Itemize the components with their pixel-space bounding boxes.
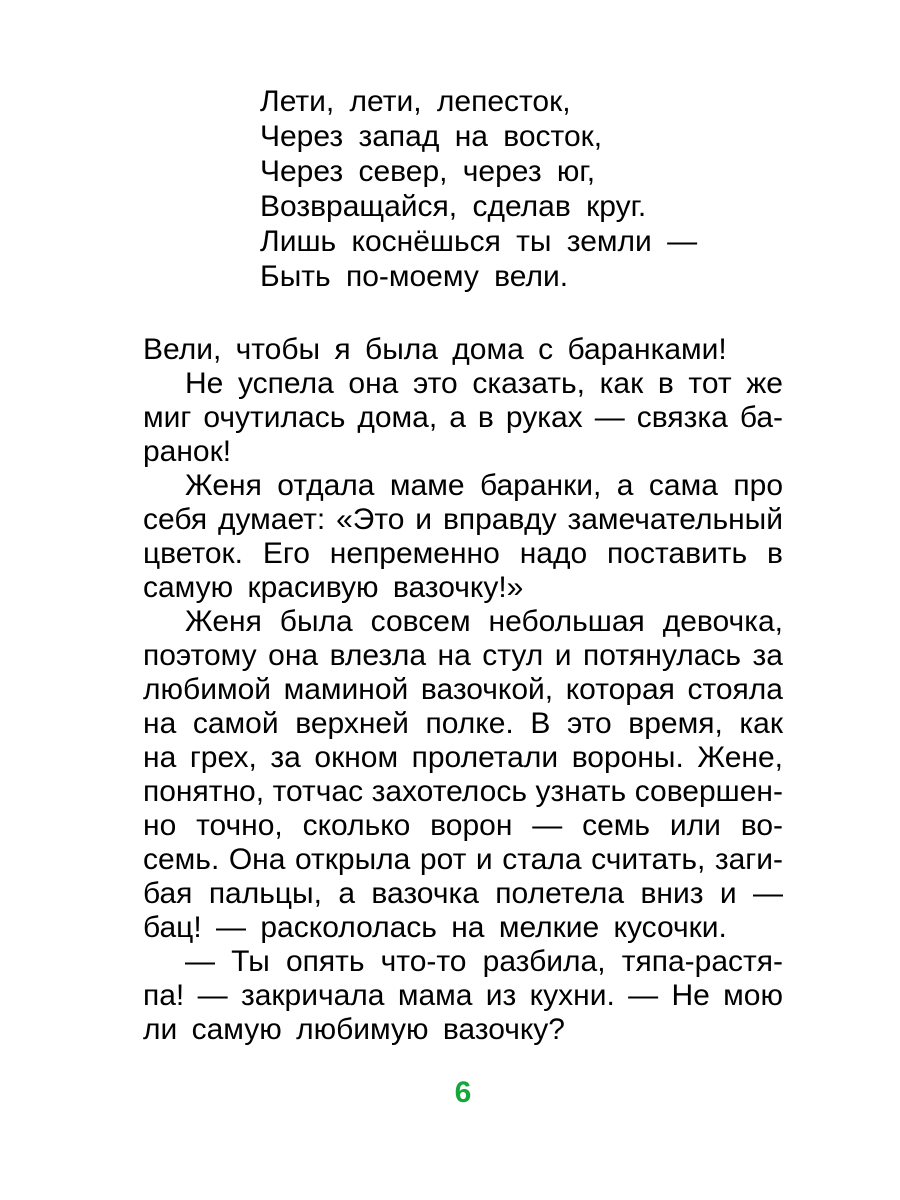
- text-line: миг очутилась дома, а в руках — связка ба-: [143, 401, 783, 434]
- text-line: па! — закричала мама из кухни. — Не мою: [143, 979, 783, 1012]
- paragraph: [143, 945, 783, 1047]
- text-line: Вели, чтобы я была дома с баранками!: [143, 333, 727, 366]
- poem-line: Через запад на восток,: [260, 120, 603, 153]
- text-line: — Ты опять что-то разбила, тяпа-растя-: [185, 945, 783, 978]
- poem-line: Лишь коснёшься ты земли —: [260, 225, 698, 258]
- poem-block: [260, 84, 783, 294]
- text-line: бая пальцы, а вазочка полетела вниз и —: [143, 877, 783, 910]
- text-line: понятно, тотчас захотелось узнать совершен-: [143, 775, 783, 808]
- text-line: любимой маминой вазочкой, которая стояла: [143, 673, 783, 706]
- text-line: Не успела она это сказать, как в тот же: [185, 367, 783, 400]
- text-line: семь. Она открыла рот и стала считать, заги-: [143, 843, 783, 876]
- page-content: [143, 84, 783, 1047]
- paragraph: [143, 333, 783, 367]
- text-line: ранок!: [143, 435, 232, 468]
- page-number: 6: [454, 1076, 472, 1109]
- text-line: на грех, за окном пролетали вороны. Жене,: [143, 741, 783, 774]
- paragraph: [143, 605, 783, 945]
- text-line: себя думает: «Это и вправду замечательный: [143, 503, 783, 536]
- text-line: цветок. Его непременно надо поставить в: [143, 537, 783, 570]
- text-line: на самой верхней полке. В это время, как: [143, 707, 783, 740]
- text-line: но точно, сколько ворон — семь или во-: [143, 809, 783, 842]
- poem-line: Через север, через юг,: [260, 155, 596, 188]
- text-line: Женя была совсем небольшая девочка,: [185, 605, 783, 638]
- paragraph: [143, 367, 783, 469]
- text-line: самую красивую вазочку!»: [143, 571, 524, 604]
- poem-line: Лети, лети, лепесток,: [260, 85, 571, 118]
- poem-line: Возвращайся, сделав круг.: [260, 190, 647, 223]
- text-line: поэтому она влезла на стул и потянулась за: [143, 639, 783, 672]
- text-line: бац! — раскололась на мелкие кусочки.: [143, 911, 727, 944]
- story-text: [143, 333, 783, 1047]
- text-line: Женя отдала маме баранки, а сама про: [185, 469, 783, 502]
- poem-line: Быть по-моему вели.: [260, 260, 569, 293]
- paragraph: [143, 469, 783, 605]
- text-line: ли самую любимую вазочку?: [143, 1013, 565, 1046]
